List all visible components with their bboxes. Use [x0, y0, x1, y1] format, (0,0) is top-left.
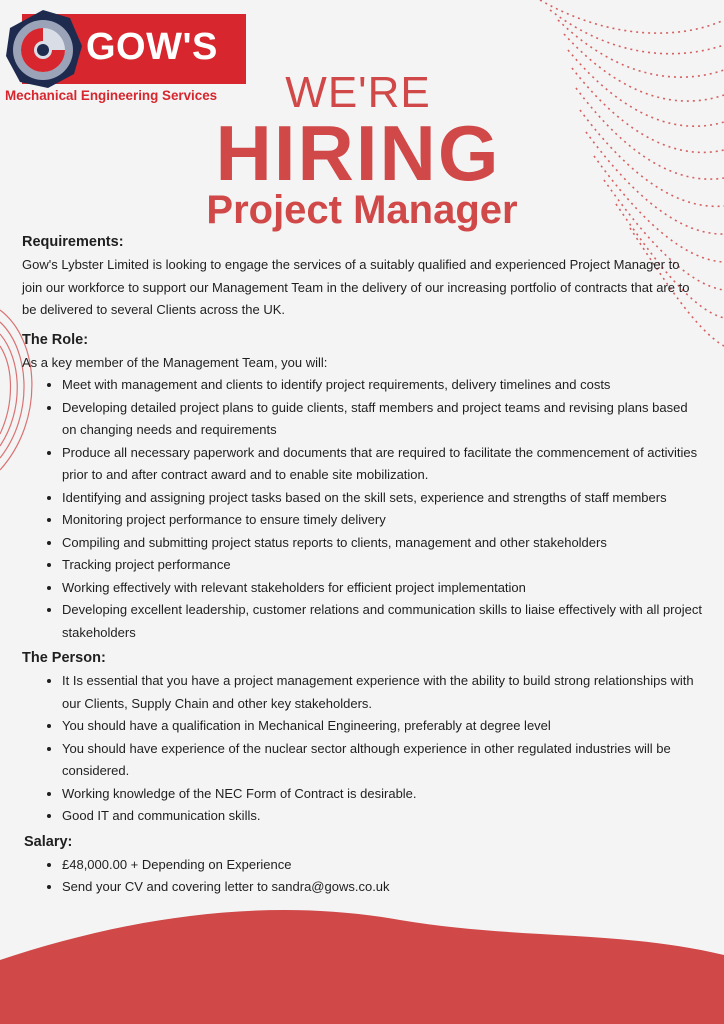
list-item: • Meet with management and clients to identify project requirements, delivery timelines and costs — [62, 374, 702, 397]
list-item: • Good IT and communication skills. — [62, 805, 702, 828]
logo-name: GOW'S — [86, 26, 218, 68]
logo-tagline: Mechanical Engineering Services — [5, 88, 218, 103]
role-intro: As a key member of the Management Team, you will: — [22, 354, 328, 370]
list-item: • Developing detailed project plans to guide clients, staff members and project teams and revising plans based on changing needs and requirements — [62, 397, 702, 442]
salary-heading: Salary: — [24, 833, 73, 850]
requirements-text: Gow's Lybster Limited is looking to engage the services of a suitably qualified and experienced Project Manager to join our workforce to support our Management Team in the delivery of our increasing portfolio of contracts that are to be delivered to several Clients across the UK. — [22, 257, 690, 317]
headline-were: WE'RE — [285, 68, 431, 117]
list-item: • Working knowledge of the NEC Form of Contract is desirable. — [62, 783, 702, 806]
list-item: • It Is essential that you have a project management experience with the ability to build strong relationships with our Clients, Supply Chain and other key stakeholders. — [62, 670, 702, 715]
list-item: • Identifying and assigning project tasks based on the skill sets, experience and strengths of staff members — [62, 487, 702, 510]
footer-wave — [0, 900, 724, 1024]
list-item: • Compiling and submitting project status reports to clients, management and other stakeholders — [62, 532, 702, 555]
list-item: • Produce all necessary paperwork and documents that are required to facilitate the commencement of activities prior to and after contract award and to enable site mobilization. — [62, 442, 702, 487]
list-item: • Developing excellent leadership, customer relations and communication skills to liaise effectively with all project stakeholders — [62, 599, 702, 644]
position-title: Project Manager — [206, 188, 518, 232]
list-item: • You should have a qualification in Mechanical Engineering, preferably at degree level — [62, 715, 702, 738]
list-item: • Monitoring project performance to ensure timely delivery — [62, 509, 702, 532]
list-item: • You should have experience of the nuclear sector although experience in other regulated industries will be considered. — [62, 738, 702, 783]
role-heading: The Role: — [22, 331, 89, 348]
list-item: • Working effectively with relevant stakeholders for efficient project implementation — [62, 577, 702, 600]
job-description — [22, 230, 702, 899]
role-list — [22, 374, 702, 644]
application-instructions: • Send your CV and covering letter to sandra@gows.co.uk — [62, 876, 702, 899]
requirements-heading: Requirements: — [22, 234, 124, 250]
person-heading: The Person: — [22, 650, 106, 666]
salary-list — [22, 854, 702, 899]
salary-amount: • £48,000.00 + Depending on Experience — [62, 854, 702, 877]
person-list — [22, 670, 702, 828]
headline-hiring: HIRING — [215, 109, 501, 197]
list-item: • Tracking project performance — [62, 554, 702, 577]
